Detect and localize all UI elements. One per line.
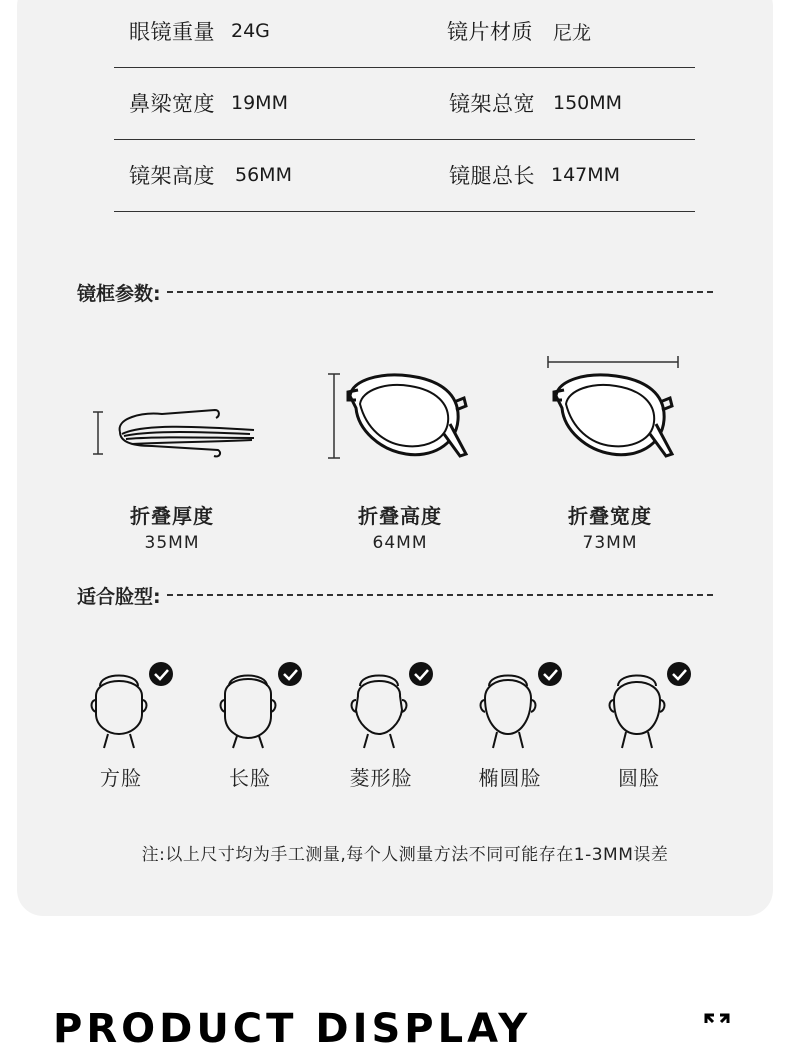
- face-outline-icon: [455, 660, 565, 752]
- face-shape-diamond: [326, 660, 436, 791]
- spec-value: 尼龙: [553, 21, 592, 44]
- spec-value: 24G: [231, 20, 270, 42]
- fold-height: [310, 350, 490, 553]
- face-shape-oval: [455, 660, 565, 791]
- face-label: 方脸: [100, 766, 142, 790]
- folded-glasses-side-icon: [82, 350, 262, 490]
- spec-label: 眼镜重量: [129, 20, 215, 44]
- dashed-divider: [167, 594, 713, 596]
- face-label: 椭圆脸: [478, 766, 542, 790]
- frame-section-header: [77, 277, 713, 307]
- fold-label: 折叠高度: [358, 504, 442, 528]
- face-shape-square: [66, 660, 176, 791]
- measurement-note: 注:以上尺寸均为手工测量,每个人测量方法不同可能存在1-3MM误差: [141, 845, 669, 865]
- face-label: 菱形脸: [349, 766, 413, 790]
- fold-label: 折叠宽度: [568, 504, 652, 528]
- face-section-title: 适合脸型:: [77, 585, 161, 608]
- glasses-front-height-icon: [310, 350, 490, 490]
- expand-icon: [704, 1013, 730, 1026]
- face-shape-long: [195, 660, 305, 791]
- spec-row-height: [114, 139, 695, 212]
- spec-label: 鼻梁宽度: [129, 92, 215, 116]
- spec-value: 147MM: [551, 164, 621, 186]
- dashed-divider: [167, 291, 713, 293]
- spec-value: 19MM: [231, 92, 288, 114]
- check-circle-icon: [278, 662, 302, 686]
- face-outline-icon: [584, 660, 694, 752]
- frame-section-title: 镜框参数:: [77, 282, 161, 305]
- face-shape-round: [584, 660, 694, 791]
- check-circle-icon: [667, 662, 691, 686]
- face-outline-icon: [66, 660, 176, 752]
- section-title-product-display: PRODUCT DISPLAY: [53, 1006, 532, 1052]
- face-label: 长脸: [229, 766, 271, 790]
- face-outline-icon: [326, 660, 436, 752]
- spec-value: 150MM: [553, 92, 623, 114]
- fold-thickness: [82, 350, 262, 553]
- spec-label: 镜片材质: [447, 20, 533, 44]
- spec-row-bridge: [114, 67, 695, 140]
- face-outline-icon: [195, 660, 305, 752]
- fold-width: [520, 350, 700, 553]
- face-label: 圆脸: [618, 766, 660, 790]
- glasses-front-width-icon: [520, 350, 700, 490]
- fold-value: 35MM: [144, 533, 200, 553]
- spec-label: 镜架总宽: [449, 92, 535, 116]
- fold-value: 64MM: [372, 533, 428, 553]
- spec-label: 镜腿总长: [449, 164, 535, 188]
- fold-value: 73MM: [582, 533, 638, 553]
- face-section-header: [77, 580, 713, 610]
- spec-label: 镜架高度: [129, 164, 215, 188]
- check-circle-icon: [538, 662, 562, 686]
- spec-row-weight: [114, 0, 695, 68]
- spec-value: 56MM: [235, 164, 292, 186]
- fold-label: 折叠厚度: [130, 504, 214, 528]
- check-circle-icon: [149, 662, 173, 686]
- check-circle-icon: [409, 662, 433, 686]
